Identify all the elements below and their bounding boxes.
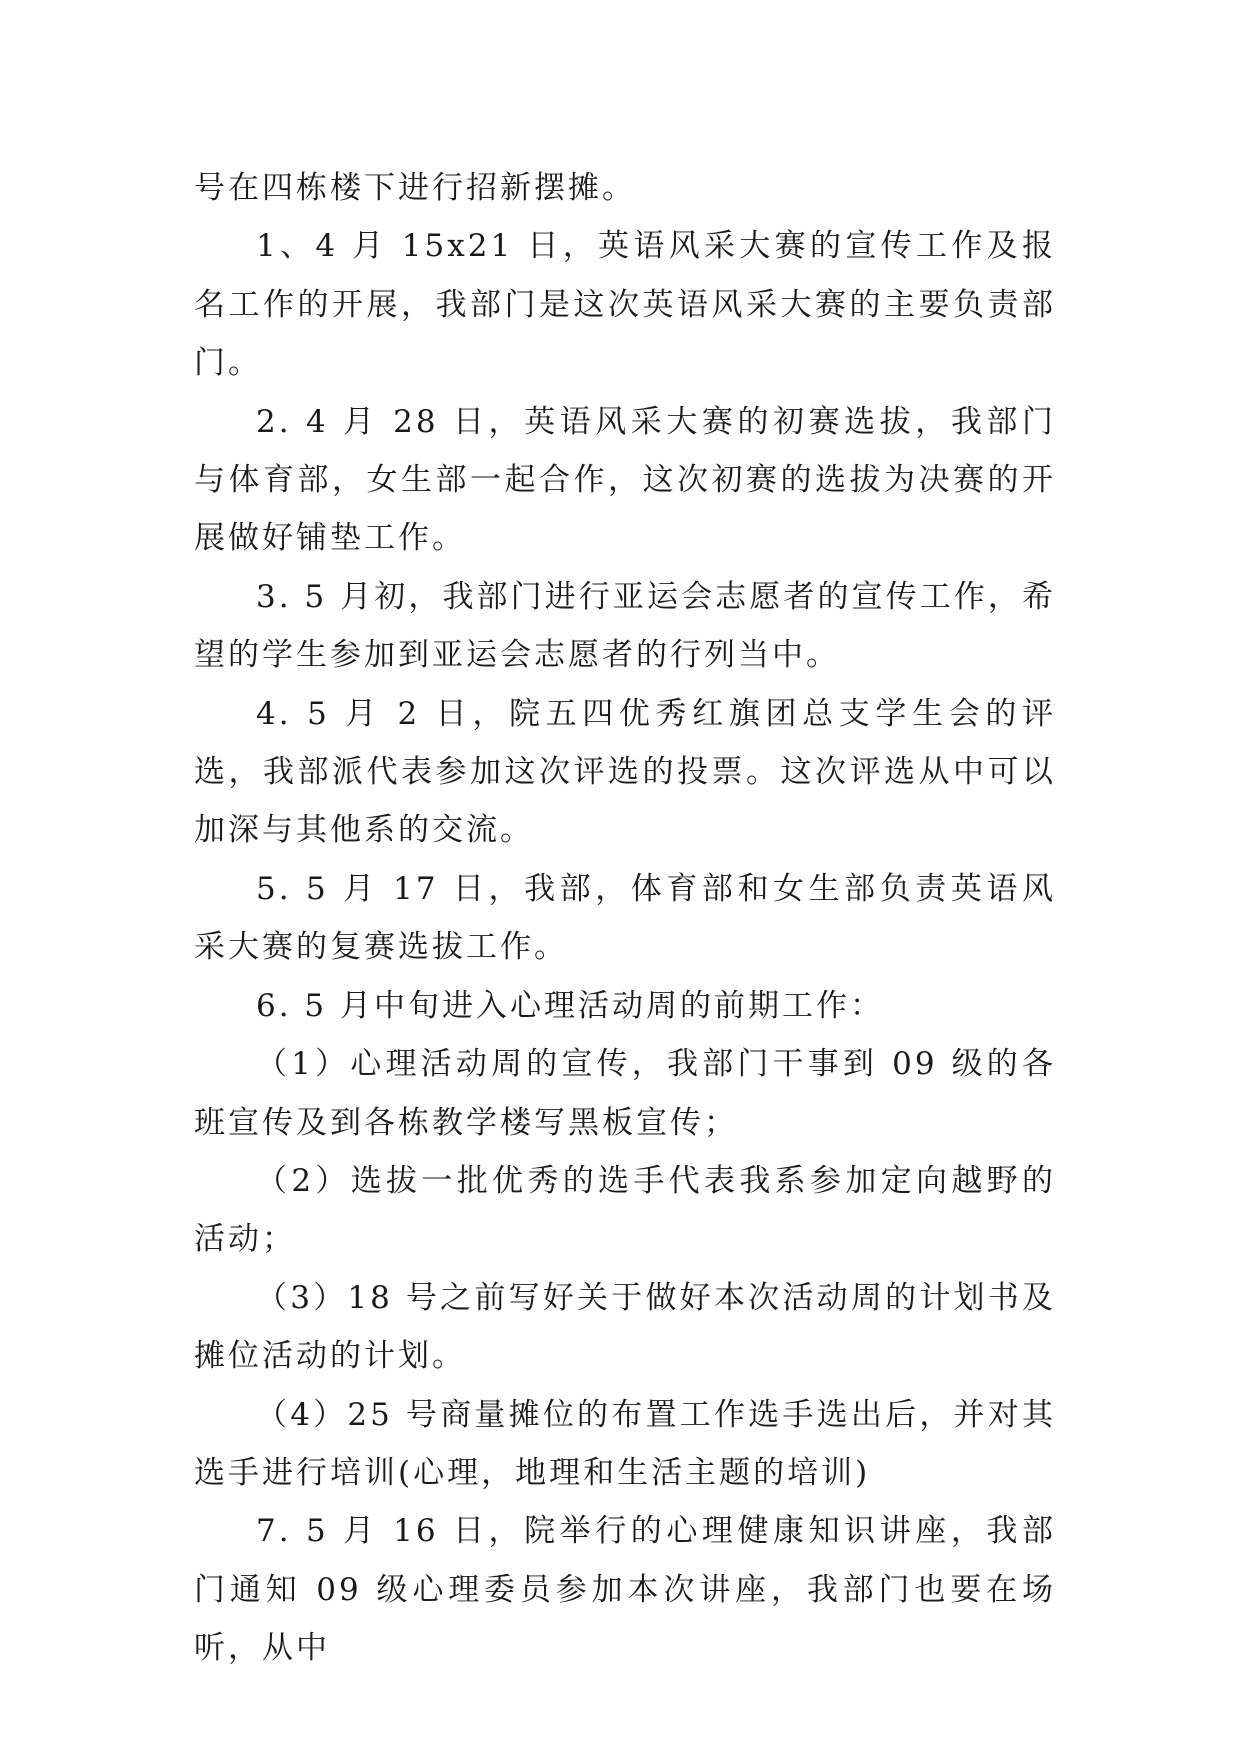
- paragraph-item-1: 1、4 月 15x21 日，英语风采大赛的宣传工作及报名工作的开展，我部门是这次英语风采大赛的主要负责部门。: [194, 228, 1056, 382]
- paragraph-item-4: 4. 5 月 2 日，院五四优秀红旗团总支学生会的评选，我部派代表参加这次评选的投票。这次评选从中可以加深与其他系的交流。: [194, 695, 1056, 849]
- paragraph-item-2: 2. 4 月 28 日，英语风采大赛的初赛选拔，我部门与体育部，女生部一起合作，这次初赛的选拔为决赛的开展做好铺垫工作。: [194, 403, 1056, 557]
- paragraph-item-6: 6. 5 月中旬进入心理活动周的前期工作：: [256, 987, 885, 1024]
- paragraph-subitem-4: （4）25 号商量摊位的布置工作选手选出后，并对其选手进行培训(心理，地理和生活主题的培训): [194, 1396, 1056, 1491]
- paragraph-item-3: 3. 5 月初，我部门进行亚运会志愿者的宣传工作，希望的学生参加到亚运会志愿者的行列当中。: [194, 578, 1056, 674]
- paragraph-item-5: 5. 5 月 17 日，我部，体育部和女生部负责英语风采大赛的复赛选拔工作。: [194, 870, 1056, 966]
- paragraph-subitem-2: （2）选拔一批优秀的选手代表我系参加定向越野的活动；: [194, 1162, 1056, 1258]
- document-body: [194, 159, 1056, 1678]
- paragraph-subitem-1: （1）心理活动周的宣传，我部门干事到 09 级的各班宣传及到各栋教学楼写黑板宣传；: [194, 1046, 1056, 1141]
- paragraph-subitem-3: （3）18 号之前写好关于做好本次活动周的计划书及摊位活动的计划。: [194, 1279, 1056, 1375]
- paragraph-item-7: 7. 5 月 16 日，院举行的心理健康知识讲座，我部门通知 09 级心理委员参加本次讲座，我部门也要在场听，从中: [194, 1513, 1056, 1667]
- paragraph-continuation: 号在四栋楼下进行招新摆摊。: [194, 170, 636, 206]
